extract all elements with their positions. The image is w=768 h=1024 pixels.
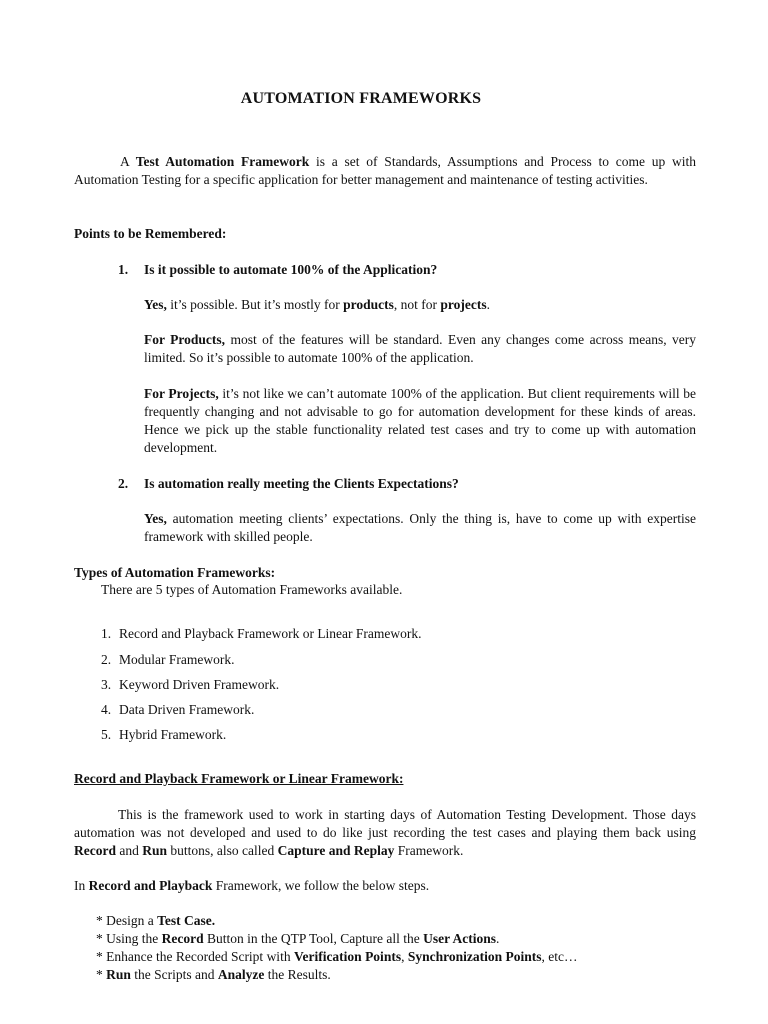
answer-paragraph: Yes, automation meeting clients’ expectations. Only the thing is, have to come up with expertise framework with skilled people. [144,511,696,544]
record-paragraph: This is the framework used to work in starting days of Automation Testing Development. Those days automation was not developed and used to do like just recording the test cases and playing them back using Record and Run buttons, also called Capture and Replay Framework. [74,807,696,858]
types-heading: Types of Automation Frameworks: [74,565,276,580]
question-text: Is automation really meeting the Clients Expectations? [144,476,459,491]
intro-paragraph: A Test Automation Framework is a set of Standards, Assumptions and Process to come up with Automation Testing for a specific application for better management and maintenance of testing activities. [74,154,696,187]
step-item: * Using the Record Button in the QTP Tool, Capture all the User Actions. [96,931,500,946]
question-text: Is it possible to automate 100% of the Application? [144,262,438,277]
list-item: 4. Data Driven Framework. [101,702,255,717]
list-item: 3. Keyword Driven Framework. [101,677,280,692]
list-item: 5. Hybrid Framework. [101,727,227,742]
step-item: * Design a Test Case. [96,913,216,928]
step-item: * Run the Scripts and Analyze the Results. [96,967,331,982]
answer-paragraph: For Projects, it’s not like we can’t automate 100% of the application. But client requirements will be frequently changing and not advisable to go for automation development for these kinds of areas. Hence we pick up the stable functionality related test cases and try to come up with automation development. [144,386,696,455]
types-intro: There are 5 types of Automation Frameworks available. [101,582,403,597]
record-heading: Record and Playback Framework or Linear Framework: [74,771,404,786]
page-title: AUTOMATION FRAMEWORKS [240,90,482,107]
step-item: * Enhance the Recorded Script with Verification Points, Synchronization Points, etc… [96,949,578,964]
answer-paragraph: For Products, most of the features will be standard. Even any changes come across means, very limited. So it’s possible to automate 100% of the application. [144,332,696,365]
question-number: 1. [118,262,129,277]
list-item: 2. Modular Framework. [101,652,235,667]
question-number: 2. [118,476,129,491]
list-item: 1. Record and Playback Framework or Linear Framework. [101,626,422,641]
steps-intro: In Record and Playback Framework, we follow the below steps. [74,878,430,893]
points-heading: Points to be Remembered: [74,226,227,241]
answer-paragraph: Yes, it’s possible. But it’s mostly for products, not for projects. [144,297,491,312]
